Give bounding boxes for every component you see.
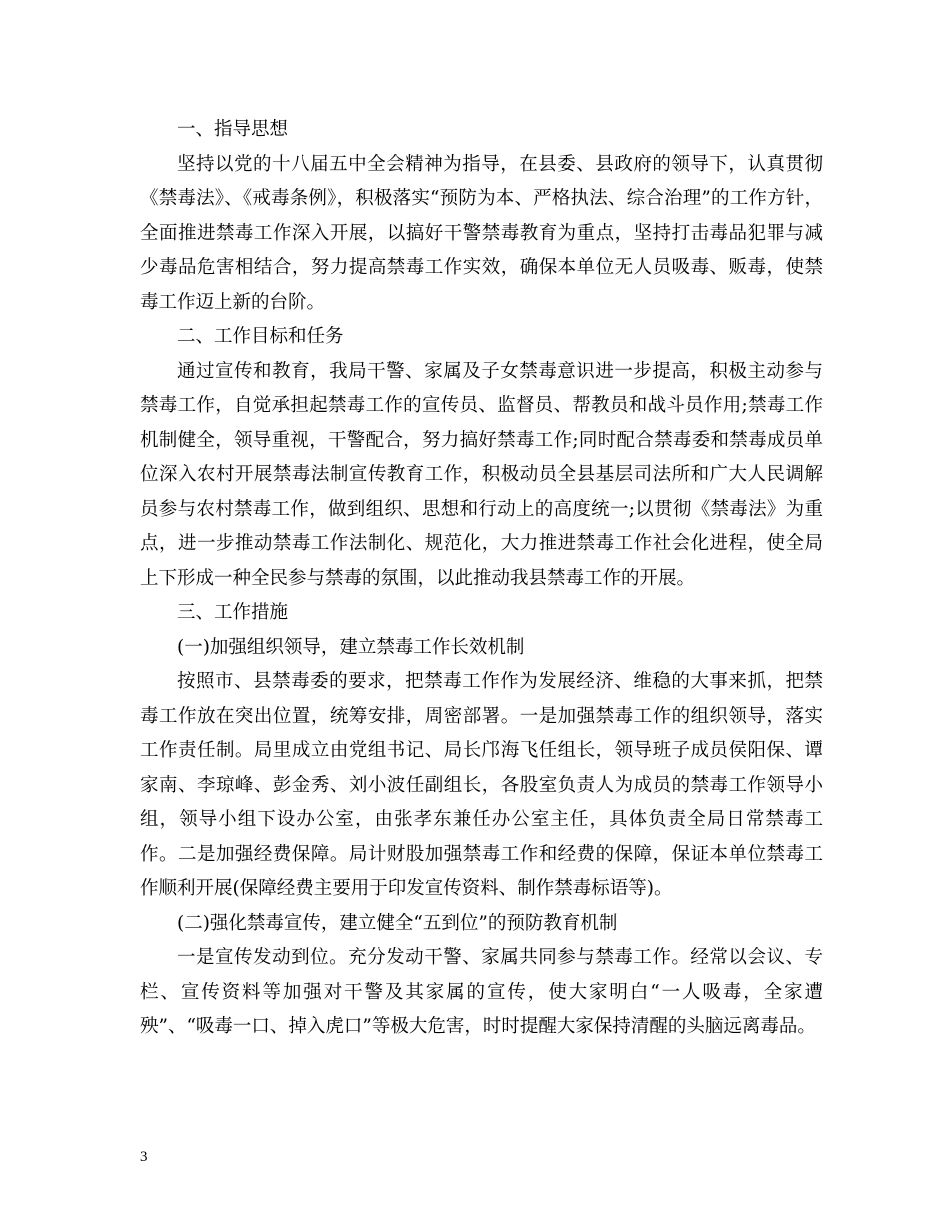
document-body xyxy=(140,113,823,1045)
paragraph: 坚持以党的十八届五中全会精神为指导，在县委、县政府的领导下，认真贯彻《禁毒法》、《戒毒条例》，积极落实“预防为本、严格执法、综合治理”的工作方针，全面推进禁毒工作深入开展，以搞好干警禁毒教育为重点，坚持打击毒品犯罪与减少毒品危害相结合，努力提高禁毒工作实效，确保本单位无人员吸毒、贩毒，使禁毒工作迈上新的台阶。 xyxy=(140,153,823,313)
section-heading: 二、工作目标和任务 xyxy=(177,326,344,347)
subsection-heading: (二)强化禁毒宣传，建立健全“五到位”的预防教育机制 xyxy=(177,912,618,934)
paragraph: 通过宣传和教育，我局干警、家属及子女禁毒意识进一步提高，积极主动参与禁毒工作，自觉承担起禁毒工作的宣传员、监督员、帮教员和战斗员作用;禁毒工作机制健全，领导重视，干警配合，努力搞好禁毒工作;同时配合禁毒委和禁毒成员单位深入农村开展禁毒法制宣传教育工作，积极动员全县基层司法所和广大人民调解员参与农村禁毒工作，做到组织、思想和行动上的高度统一;以贯彻《禁毒法》为重点，进一步推动禁毒工作法制化、规范化，大力推进禁毒工作社会化进程，使全局上下形成一种全民参与禁毒的氛围，以此推动我县禁毒工作的开展。 xyxy=(140,360,823,589)
section-heading: 一、指导思想 xyxy=(177,119,289,140)
subsection-heading: (一)加强组织领导，建立禁毒工作长效机制 xyxy=(177,636,525,658)
paragraph: 按照市、县禁毒委的要求，把禁毒工作作为发展经济、维稳的大事来抓，把禁毒工作放在突出位置，统筹安排，周密部署。一是加强禁毒工作的组织领导，落实工作责任制。局里成立由党组书记、局长邝海飞任组长，领导班子成员侯阳保、谭家南、李琼峰、彭金秀、刘小波任副组长，各股室负责人为成员的禁毒工作领导小组，领导小组下设办公室，由张孝东兼任办公室主任，具体负责全局日常禁毒工作。二是加强经费保障。局计财股加强禁毒工作和经费的保障，保证本单位禁毒工作顺利开展(保障经费主要用于印发宣传资料、制作禁毒标语等)。 xyxy=(140,671,823,899)
section-heading: 三、工作措施 xyxy=(177,602,289,623)
paragraph: 一是宣传发动到位。充分发动干警、家属共同参与禁毒工作。经常以会议、专栏、宣传资料等加强对干警及其家属的宣传，使大家明白“一人吸毒，全家遭殃”、“吸毒一口、掉入虎口”等极大危害，时时提醒大家保持清醒的头脑远离毒品。 xyxy=(140,947,823,1037)
page-number: 3 xyxy=(140,1149,148,1165)
